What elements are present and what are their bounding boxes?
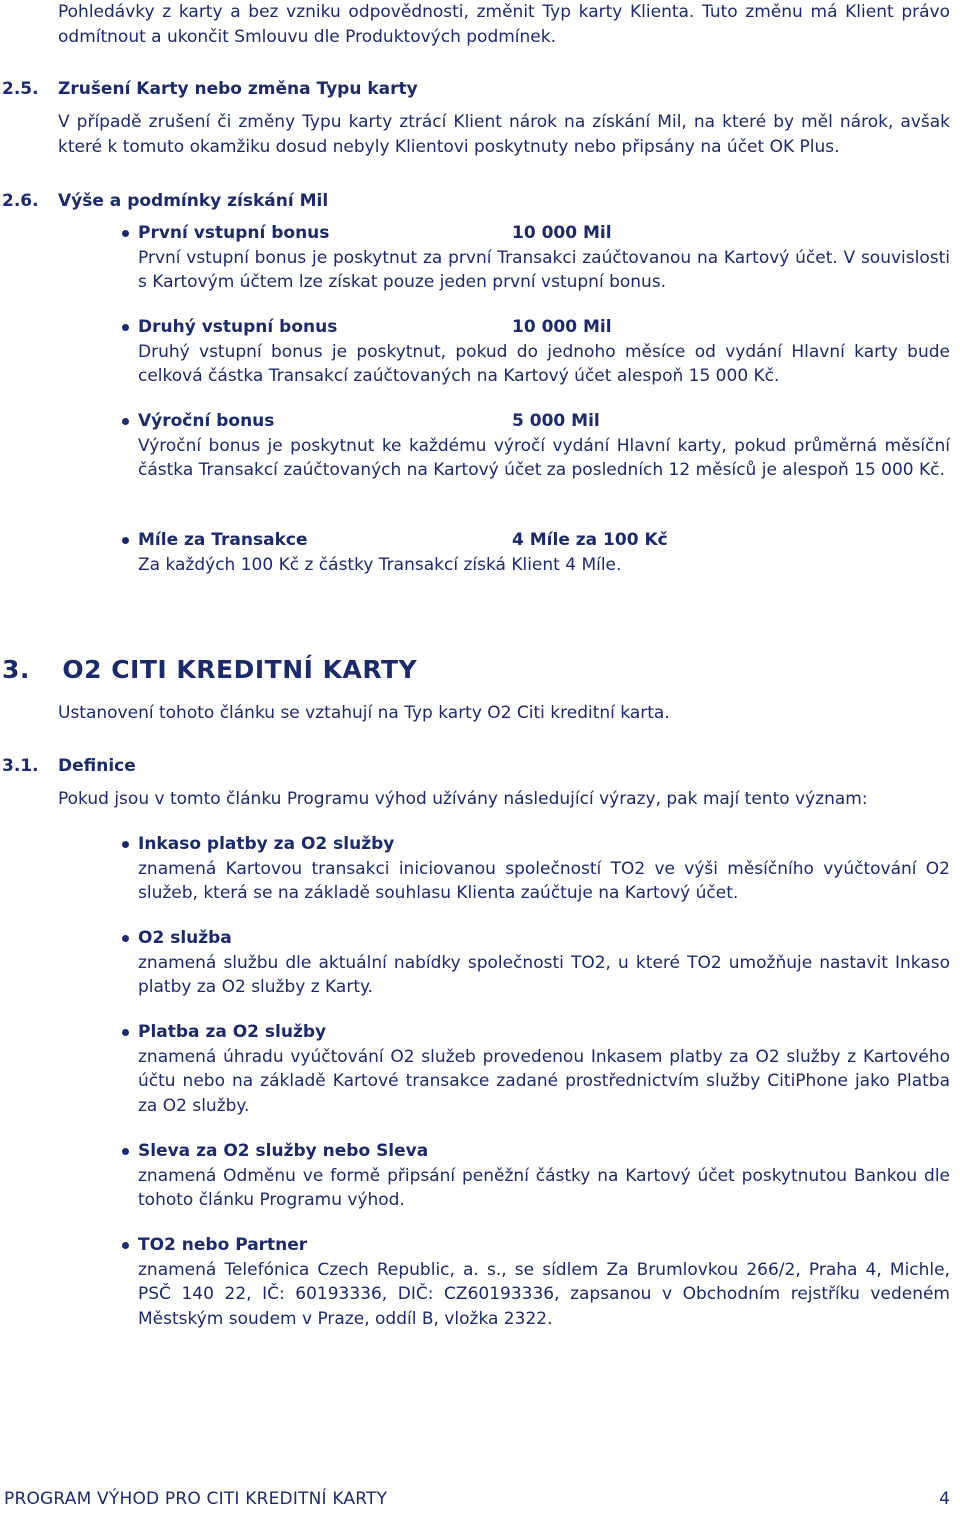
section-paragraph: V případě zrušení či změny Typu karty ztrácí Klient nárok na získání Mil, na které by měl nárok, avšak které k tomuto okamžiku dosud nebyly Klientovi poskytnuty nebo připsány na účet OK Plus. <box>58 112 950 157</box>
definition-term: TO2 nebo Partner <box>138 1235 308 1255</box>
bonus-value: 4 Míle za 100 Kč <box>512 530 668 550</box>
bonus-description: Druhý vstupní bonus je poskytnut, pokud do jednoho měsíce od vydání Hlavní karty bude celková částka Transakcí zaúčtovaných na Kartový účet alespoň 15 000 Kč. <box>138 341 950 386</box>
section-heading: Definice <box>58 756 136 776</box>
definition-description: znamená Telefónica Czech Republic, a. s., se sídlem Za Brumlovkou 266/2, Praha 4, Michle, PSČ 140 22, IČ: 60193336, DIČ: CZ60193336, zapsanou v Obchodním rejstříku vedeném Městským soudem v Praze, oddíl B, vložka 2322. <box>138 1259 950 1329</box>
definition-description: znamená úhradu vyúčtování O2 služeb provedenou Inkasem platby za O2 služby z Kartového účtu nebo na základě Kartové transakce zadané prostřednictvím služby CitiPhone jako Platba za O2 služby. <box>138 1046 950 1116</box>
definition-description: znamená službu dle aktuální nabídky společnosti TO2, u které TO2 umožňuje nastavit Inkaso platby za O2 služby z Karty. <box>138 952 950 997</box>
bonus-description: Výroční bonus je poskytnut ke každému výročí vydání Hlavní karty, pokud průměrná měsíční částka Transakcí zaúčtovaných na Kartový účet za posledních 12 měsíců je alespoň 15 000 Kč. <box>138 435 950 480</box>
bullet-icon <box>122 935 129 942</box>
definition-term: Inkaso platby za O2 služby <box>138 834 395 854</box>
section-number: 2.6. <box>2 191 39 211</box>
bullet-icon <box>122 841 129 848</box>
section-number: 2.5. <box>2 79 39 99</box>
bullet-icon <box>122 1029 129 1036</box>
bonus-title: Druhý vstupní bonus <box>138 317 338 337</box>
chapter-number: 3. <box>2 655 30 684</box>
bullet-icon <box>122 230 129 237</box>
bullet-icon <box>122 418 129 425</box>
definition-term: O2 služba <box>138 928 232 948</box>
bullet-icon <box>122 537 129 544</box>
bonus-description: První vstupní bonus je poskytnut za první Transakci zaúčtovanou na Kartový účet. V souvislosti s Kartovým účtem lze získat pouze jeden první vstupní bonus. <box>138 247 950 292</box>
section-paragraph: Pokud jsou v tomto článku Programu výhod užívány následující výrazy, pak mají tento význam: <box>58 789 868 809</box>
bonus-title: První vstupní bonus <box>138 223 330 243</box>
page-number: 4 <box>939 1489 950 1509</box>
bonus-value: 5 000 Mil <box>512 411 600 431</box>
bullet-icon <box>122 1148 129 1155</box>
chapter-heading <box>2 655 417 684</box>
chapter-title: O2 CITI KREDITNÍ KARTY <box>62 655 418 684</box>
bonus-description: Za každých 100 Kč z částky Transakcí získá Klient 4 Míle. <box>138 554 622 575</box>
intro-paragraph: Pohledávky z karty a bez vzniku odpovědnosti, změnit Typ karty Klienta. Tuto změnu má Klient právo odmítnout a ukončit Smlouvu dle Produktových podmínek. <box>58 2 950 47</box>
chapter-paragraph: Ustanovení tohoto článku se vztahují na Typ karty O2 Citi kreditní karta. <box>58 703 670 723</box>
section-heading: Výše a podmínky získání Mil <box>58 191 329 211</box>
bonus-title: Míle za Transakce <box>138 530 308 550</box>
definition-description: znamená Kartovou transakci iniciovanou společností TO2 ve výši měsíčního vyúčtování O2 služeb, která se na základě souhlasu Klienta zaúčtuje na Kartový účet. <box>138 858 950 903</box>
section-number: 3.1. <box>2 756 39 776</box>
bullet-icon <box>122 1242 129 1249</box>
section-heading: Zrušení Karty nebo změna Typu karty <box>58 79 418 99</box>
definition-term: Sleva za O2 služby nebo Sleva <box>138 1141 429 1161</box>
bonus-title: Výroční bonus <box>138 411 275 431</box>
footer-title: PROGRAM VÝHOD PRO CITI KREDITNÍ KARTY <box>4 1489 388 1509</box>
definition-description: znamená Odměnu ve formě připsání peněžní částky na Kartový účet poskytnutou Bankou dle tohoto článku Programu výhod. <box>138 1165 950 1210</box>
bonus-value: 10 000 Mil <box>512 223 612 243</box>
bonus-value: 10 000 Mil <box>512 317 612 337</box>
definition-term: Platba za O2 služby <box>138 1022 327 1042</box>
bullet-icon <box>122 324 129 331</box>
